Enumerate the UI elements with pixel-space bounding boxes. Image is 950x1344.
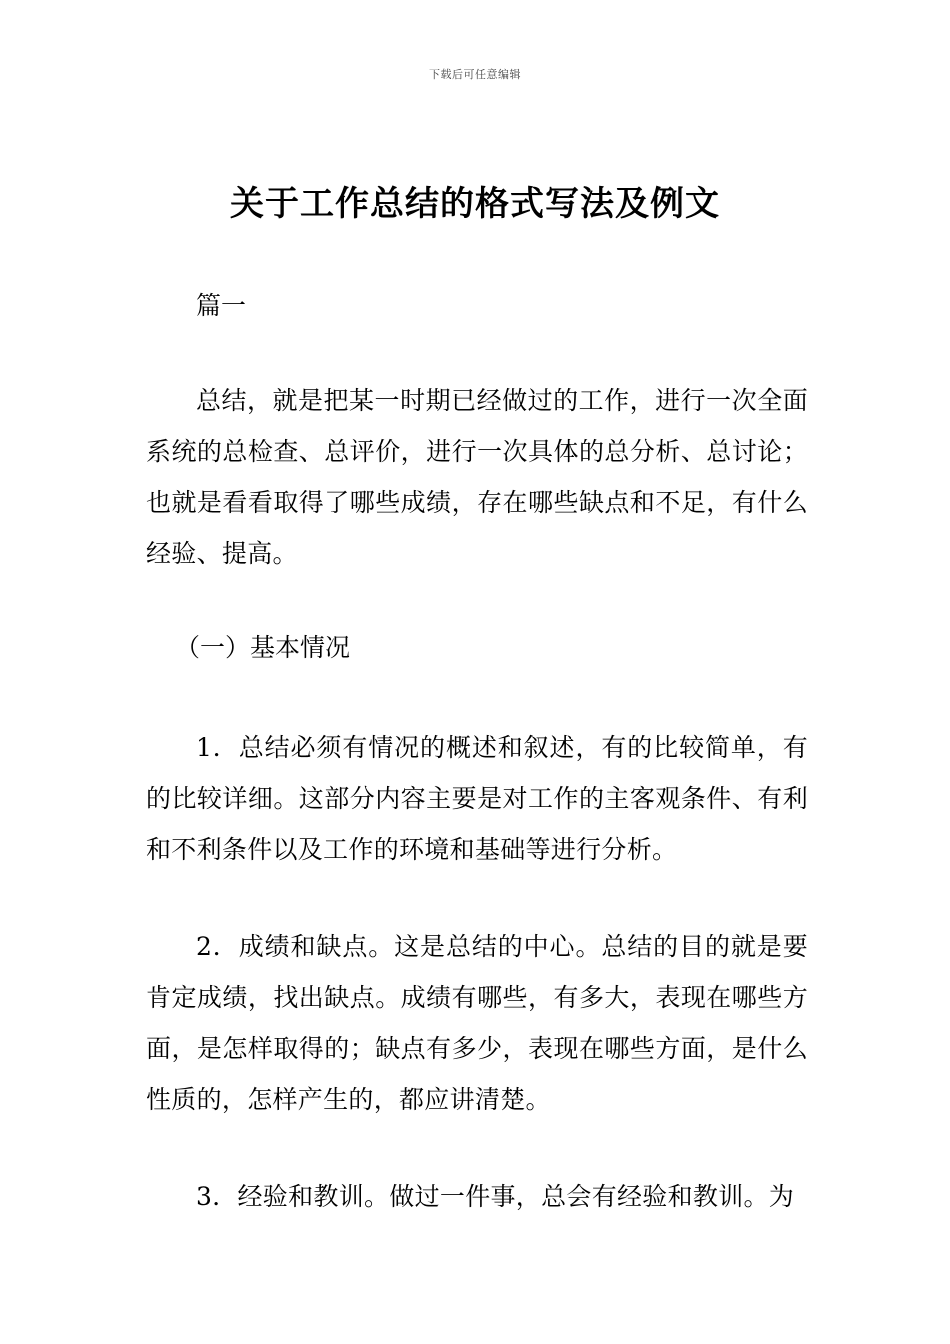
section-label: 篇一 xyxy=(196,291,247,320)
intro-paragraph: 总结，就是把某一时期已经做过的工作，进行一次全面系统的总检查、总评价，进行一次具体的总分析、总讨论；也就是看看取得了哪些成绩，存在哪些缺点和不足，有什么经验、提高。 xyxy=(146,386,808,568)
item-paragraph-2: 2．成绩和缺点。这是总结的中心。总结的目的就是要肯定成绩，找出缺点。成绩有哪些，有多大，表现在哪些方面，是怎样取得的；缺点有多少，表现在哪些方面，是什么性质的，怎样产生的，都应讲清楚。 xyxy=(146,932,808,1114)
document-title: 关于工作总结的格式写法及例文 xyxy=(230,184,720,224)
item-paragraph-3: 3．经验和教训。做过一件事，总会有经验和教训。为 xyxy=(196,1182,795,1211)
item-paragraph-1: 1．总结必须有情况的概述和叙述，有的比较简单，有的比较详细。这部分内容主要是对工作的主客观条件、有利和不利条件以及工作的环境和基础等进行分析。 xyxy=(146,733,808,864)
subheading-basic-situation: （一）基本情况 xyxy=(175,633,351,662)
header-note: 下载后可任意编辑 xyxy=(429,68,521,81)
